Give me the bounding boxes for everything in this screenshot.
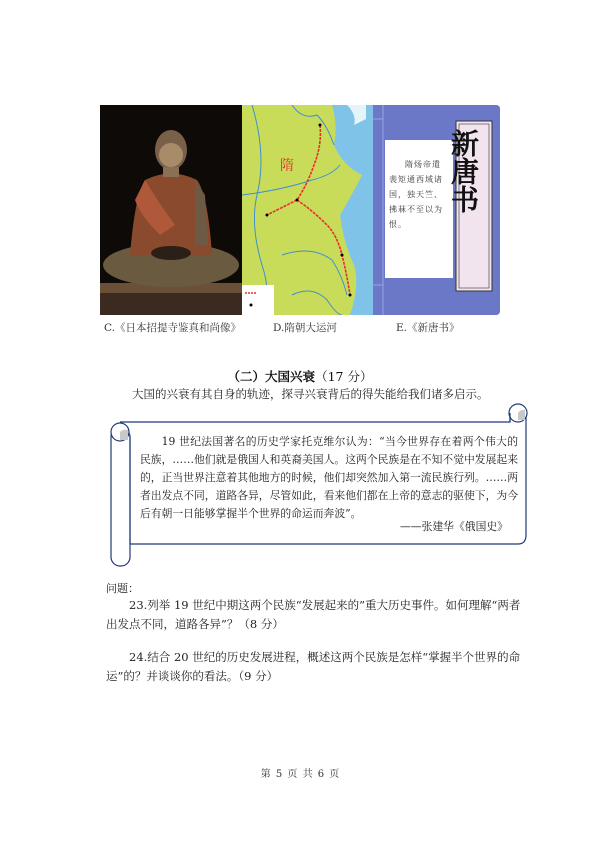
quote-paragraph: 19 世纪法国著名的历史学家托克维尔认为：“当今世界存在着两个伟大的民族，……他们就是俄国人和英裔美国人。这两个民族是在不知不觉中发展起来的，正当世界注意着其他地方的时候，他们却突然加入第一流民族行列。……两者出发点不同，道路各异，尽管如此，看来他们都在上帝的意志的驱使下，为今后有朝一日能够掌握半个世界的命运而奔波”。 [140,435,518,520]
question-23 [106,596,526,634]
xin-tang-shu-cover [373,105,500,315]
map-label-sui: 隋 [280,158,294,174]
caption-c: C.《日本招提寺鉴真和尚像》 [104,322,241,334]
section-points: （17 分） [315,369,373,384]
question-24 [106,648,526,686]
grand-canal-map [242,105,373,315]
caption-d: D.隋朝大运河 [273,322,337,334]
book-text: 隋炀帝遣裴矩通西域诸国，独天竺、拂菻不至以为恨。 [389,160,443,229]
quote-source: ——张建华《俄国史》 [400,520,508,533]
statue-image [100,105,242,315]
section-intro: 大国的兴衰有其自身的轨迹，探寻兴衰背后的得失能给我们诸多启示。 [132,387,489,401]
section-title [0,367,600,385]
questions-label: 问题： [106,582,139,595]
question-23-text: 23.列举 19 世纪中期这两个民族“发展起来的”重大历史事件。如何理解“两者出发点不同，道路各异”？（8 分） [106,598,521,631]
quote-text [140,433,518,523]
book-title: 新唐书 [447,129,480,213]
page-footer: 第 5 页 共 6 页 [260,769,340,780]
question-24-text: 24.结合 20 世纪的历史发展进程，概述这两个民族是怎样“掌握半个世界的命运”的？并谈谈你的看法。（9 分） [106,650,521,683]
caption-e: E.《新唐书》 [396,322,460,334]
section-title-text: （二）大国兴衰 [227,369,316,384]
